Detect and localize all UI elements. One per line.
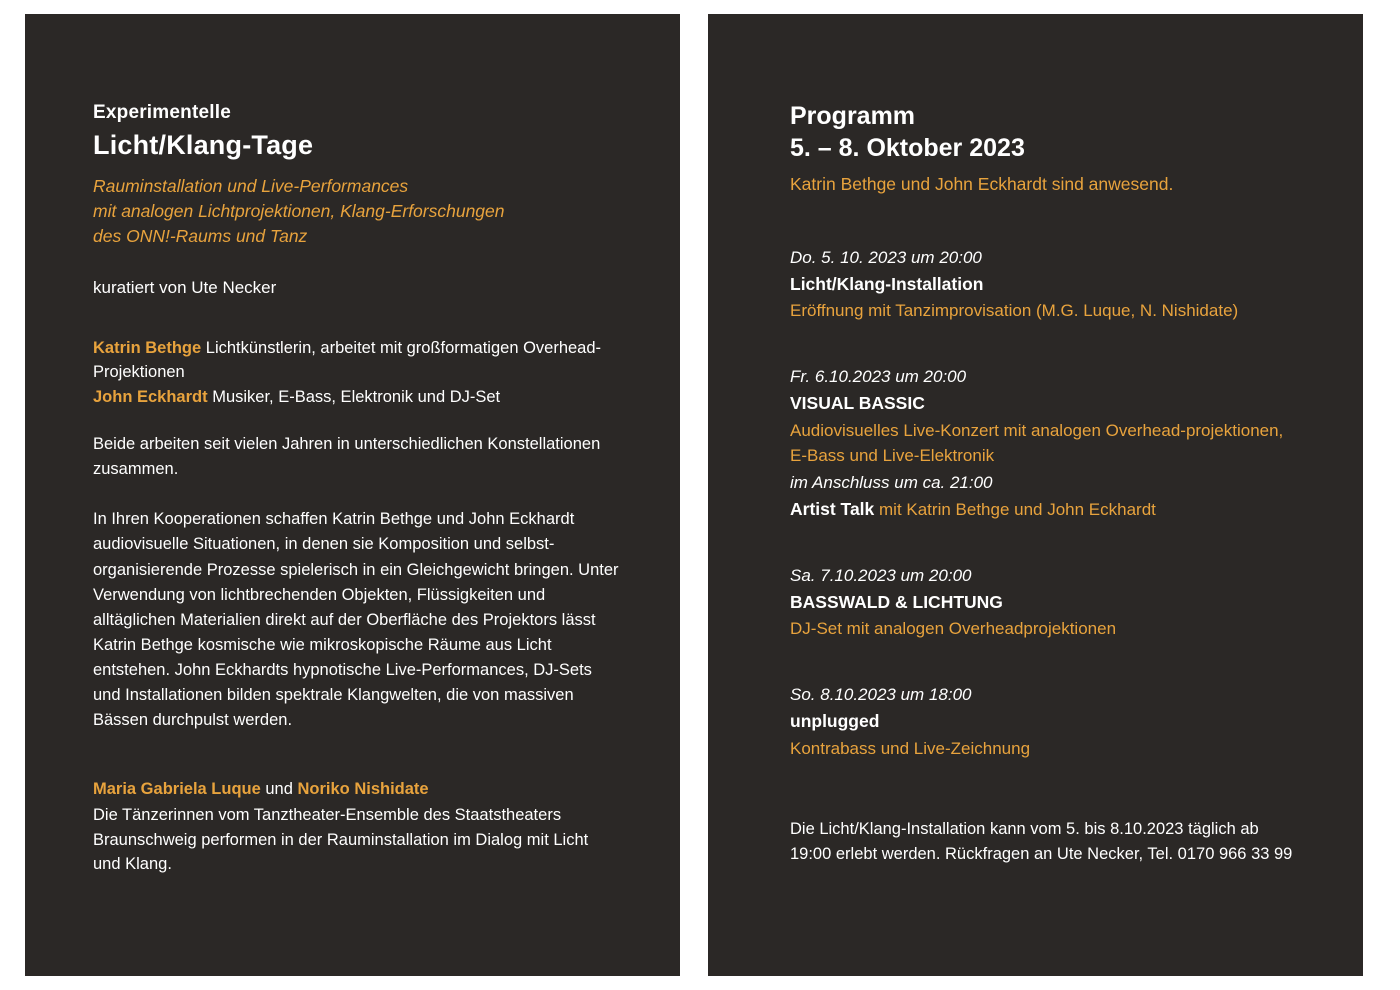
event-4-datetime: So. 8.10.2023 um 18:00 xyxy=(790,684,972,704)
event-1-description: Eröffnung mit Tanzimprovisation (M.G. Luque, N. Nishidate) xyxy=(790,301,1239,321)
curator-line: kuratiert von Ute Necker xyxy=(93,277,277,297)
event-4-title: unplugged xyxy=(790,711,880,732)
event-1-title: Licht/Klang-Installation xyxy=(790,274,984,294)
left-page xyxy=(25,14,680,976)
bio-role-katrin-bethge: Lichtkünstlerin, arbeitet mit großformatigen Overhead-Projektionen xyxy=(93,338,602,382)
dancer-name-noriko-nishidate: Noriko Nishidate xyxy=(297,780,429,799)
event-2-artist-talk-people: mit Katrin Bethge und John Eckhardt xyxy=(874,500,1156,519)
event-2-followup-time: im Anschluss um ca. 21:00 xyxy=(790,472,993,492)
event-2-description: Audiovisuelles Live-Konzert mit analogen Overhead-projektionen, E-Bass und Live-Elektronik xyxy=(790,420,1284,465)
subtitle-line-2: mit analogen Lichtprojektionen, Klang-Erforschungen xyxy=(93,201,505,222)
program-footer-info: Die Licht/Klang-Installation kann vom 5. bis 8.10.2023 täglich ab 19:00 erlebt werden. Rückfragen an Ute Necker, Tel. 0170 966 33 99 xyxy=(790,820,1293,863)
program-event-1 xyxy=(790,245,1303,324)
program-event-2 xyxy=(790,364,1303,523)
bio-katrin-bethge xyxy=(93,336,620,386)
program-heading: Programm xyxy=(790,102,916,130)
bio-john-eckhardt xyxy=(93,385,620,410)
subtitle-line-1: Rauminstallation und Live-Performances xyxy=(93,175,409,196)
event-2-artist-talk-label: Artist Talk xyxy=(790,499,875,519)
event-1-datetime: Do. 5. 10. 2023 um 20:00 xyxy=(790,247,982,267)
right-page xyxy=(708,14,1363,976)
program-event-3 xyxy=(790,563,1303,642)
dancers-description: Die Tänzerinnen vom Tanztheater-Ensemble des Staatstheaters Braunschweig performen in der Rauminstallation im Dialog mit Licht und Klang. xyxy=(93,805,589,874)
page-kicker: Experimentelle xyxy=(93,102,231,123)
event-3-description: DJ-Set mit analogen Overheadprojektionen xyxy=(790,619,1117,639)
paragraph-description: In Ihren Kooperationen schaffen Katrin Bethge und John Eckhardt audiovisuelle Situationen, in denen sie Komposition und selbst-organisierende Prozesse spielerisch in ein Gleichgewicht bringen. Unter Verwendung von lichtbrechenden Objekten, Flüssigkeiten und alltäglichen Materialien direkt auf der Oberfläche des Projektors lässt Katrin Bethge kosmische wie mikroskopische Räume aus Licht entstehen. John Eckhardts hypnotische Live-Performances, DJ-Sets und Installationen bilden spektrale Klangwelten, die von massiven Bässen durchpulst werden. xyxy=(93,510,619,730)
paragraph-collaboration: Beide arbeiten seit vielen Jahren in unterschiedlichen Konstellationen zusammen. xyxy=(93,434,601,478)
dancers-block xyxy=(93,777,620,877)
event-3-datetime: Sa. 7.10.2023 um 20:00 xyxy=(790,565,972,585)
dancer-name-maria-gabriela-luque: Maria Gabriela Luque xyxy=(93,780,261,799)
program-date-range: 5. – 8. Oktober 2023 xyxy=(790,134,1025,162)
bio-name-john-eckhardt: John Eckhardt xyxy=(93,388,208,407)
program-event-4 xyxy=(790,682,1303,761)
event-3-title: BASSWALD & LICHTUNG xyxy=(790,592,1003,612)
event-4-description: Kontrabass und Live-Zeichnung xyxy=(790,738,1031,758)
bios-block xyxy=(93,336,620,410)
dancers-names xyxy=(93,777,620,802)
event-2-title: VISUAL BASSIC xyxy=(790,393,925,414)
event-2-artist-talk xyxy=(790,496,1303,523)
dancers-conjunction: und xyxy=(260,780,298,799)
subtitle-line-3: des ONN!-Raums und Tanz xyxy=(93,226,308,247)
bio-role-john-eckhardt: Musiker, E-Bass, Elektronik und DJ-Set xyxy=(207,388,501,407)
bio-name-katrin-bethge: Katrin Bethge xyxy=(93,338,202,357)
page-title: Licht/Klang-Tage xyxy=(93,129,314,160)
event-2-datetime: Fr. 6.10.2023 um 20:00 xyxy=(790,366,967,386)
subtitle-block xyxy=(93,174,620,250)
program-note: Katrin Bethge und John Eckhardt sind anwesend. xyxy=(790,174,1174,194)
